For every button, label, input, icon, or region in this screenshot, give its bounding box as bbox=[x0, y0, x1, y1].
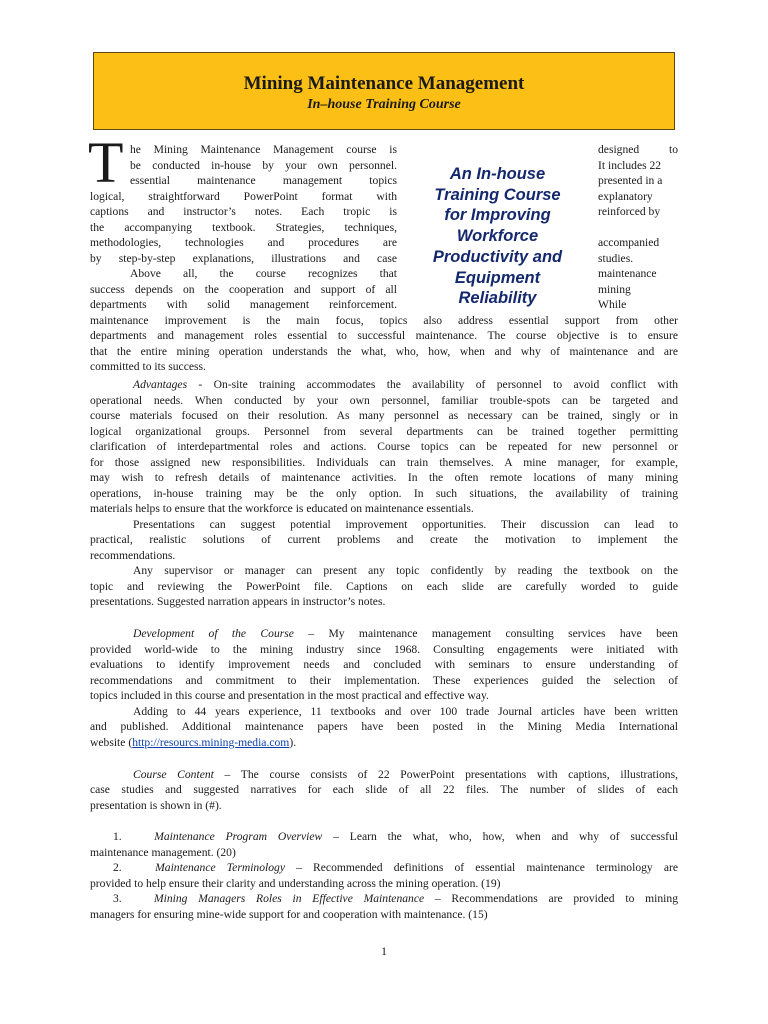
list-item-cont: maintenance management. (20) bbox=[90, 845, 236, 859]
right-col-line: accompanied bbox=[598, 236, 660, 249]
body-line: operational needs. When conducted by your own personnel, familiar trouble-spots can be targeted and bbox=[90, 393, 678, 407]
intro-line: logical, straightforward PowerPoint format with bbox=[90, 189, 397, 203]
right-col-line: It includes 22 bbox=[598, 158, 662, 172]
body-line: recommendations and commitment to their implementation. These experiences guided the selection of bbox=[90, 673, 678, 687]
body-line: provided world-wide to the mining industry since 1968. Consulting engagements were initiated with bbox=[90, 642, 678, 656]
intro-line: be conducted in-house by your own personnel. bbox=[130, 158, 397, 172]
page-number: 1 bbox=[381, 944, 387, 958]
right-col-line: explanatory bbox=[598, 189, 653, 203]
right-col-line: reinforced by bbox=[598, 205, 661, 218]
development-label: Development of the Course bbox=[133, 627, 294, 640]
intro-line: he Mining Maintenance Management course is bbox=[130, 143, 397, 156]
body-line: recommendations. bbox=[90, 548, 176, 562]
body-line: practical, realistic solutions of current problems and create the motivation to implement the bbox=[90, 533, 678, 546]
list-item-cont: provided to help ensure their clarity and understanding across the mining operation. (19) bbox=[90, 876, 501, 890]
callout-line: An In-house bbox=[449, 165, 546, 183]
list-item-cont: managers for ensuring mine-wide support for and cooperation with maintenance. (15) bbox=[90, 907, 488, 921]
callout-line: Reliability bbox=[458, 289, 537, 308]
list-item: 3. Mining Managers Roles in Effective Maintenance – Recommendations are provided to mining bbox=[113, 892, 678, 905]
intro-line: Above all, the course recognizes that bbox=[130, 267, 397, 280]
body-line: operations, in-house training may be the only option. In such situations, the availability of training bbox=[90, 486, 678, 500]
intro-line: methodologies, technologies and procedures are bbox=[90, 236, 397, 249]
body-line: for those assigned new responsibilities. Individuals can train themselves. A mine manager, for example, bbox=[90, 455, 678, 469]
body-line: logical organizational groups. Personnel from several departments can be trained together permitting bbox=[90, 424, 678, 438]
body-line: materials helps to ensure that the workforce is educated on maintenance essentials. bbox=[90, 502, 474, 515]
list-item-title: Maintenance Terminology bbox=[155, 861, 285, 874]
body-line: course materials focused on their resolution. As many personnel as necessary can be trained, singly or in bbox=[90, 409, 678, 422]
body-line: departments and management roles essential to successful maintenance. The course objective is to ensure bbox=[90, 329, 678, 342]
header-box bbox=[93, 52, 675, 130]
right-col-line: presented in a bbox=[598, 174, 663, 187]
body-line: Any supervisor or manager can present any topic confidently by reading the textbook on the bbox=[133, 564, 678, 577]
document-title: Mining Maintenance Management bbox=[243, 73, 525, 94]
drop-cap: T bbox=[88, 130, 124, 195]
body-line: may wish to refresh details of maintenance activities. In the often remote locations of many mining bbox=[90, 471, 678, 484]
intro-line: by step-by-step explanations, illustrations and case bbox=[90, 251, 397, 265]
right-col-line: While bbox=[598, 298, 627, 311]
list-item-title: Maintenance Program Overview bbox=[154, 830, 323, 843]
right-col-line: designed to bbox=[598, 143, 678, 156]
body-line: Adding to 44 years experience, 11 textbooks and over 100 trade Journal articles have been written bbox=[133, 704, 678, 718]
intro-line: departments with solid management reinforcement. bbox=[90, 298, 397, 311]
development-first-line: Development of the Course – My maintenance management consulting services have been bbox=[133, 627, 678, 640]
website-link[interactable]: http://resourcs.mining-media.com bbox=[132, 735, 290, 749]
callout-line: Workforce bbox=[456, 227, 539, 246]
callout-box bbox=[410, 164, 585, 309]
body-line: committed to its success. bbox=[90, 360, 206, 373]
intro-line: the accompanying textbook. Strategies, techniques, bbox=[90, 220, 397, 234]
body-line: topics included in this course and presentation in the most practical and effective way. bbox=[90, 689, 489, 702]
body-line: presentations. Suggested narration appears in instructor’s notes. bbox=[90, 595, 386, 608]
body-line: case studies and suggested narratives for each slide of all 22 files. The number of slides of each bbox=[90, 783, 678, 796]
callout-line: Training Course bbox=[434, 185, 561, 204]
callout-line: Productivity and bbox=[432, 247, 563, 266]
body-line: clarification of interdepartmental roles and actions. Course topics can be repeated for new personnel or bbox=[90, 440, 678, 453]
advantages-label: Advantages bbox=[133, 378, 188, 391]
body-line: presentation is shown in (#). bbox=[90, 798, 222, 812]
list-item: 1. Maintenance Program Overview – Learn the what, who, how, when and why of successful bbox=[113, 830, 678, 843]
document-subtitle: In–house Training Course bbox=[307, 97, 461, 112]
right-col-line: maintenance bbox=[598, 267, 657, 280]
list-item: 2. Maintenance Terminology – Recommended definitions of essential maintenance terminology are bbox=[113, 861, 678, 874]
content-first-line: Course Content – The course consists of 22 PowerPoint presentations with captions, illustrations, bbox=[133, 767, 679, 781]
body-line: maintenance improvement is the main focus, topics also address essential support from other bbox=[90, 313, 678, 327]
body-line: and published. Additional maintenance papers have been posted in the Mining Media International bbox=[90, 720, 678, 733]
body-line: Presentations can suggest potential improvement opportunities. Their discussion can lead to bbox=[133, 517, 678, 531]
right-col-line: mining bbox=[598, 282, 631, 296]
list-item-title: Mining Managers Roles in Effective Maintenance bbox=[153, 892, 425, 905]
advantages-first-line: Advantages - On-site training accommodates the availability of personnel to avoid conflict with bbox=[133, 378, 678, 391]
intro-line: captions and instructor’s notes. Each tropic is bbox=[90, 205, 397, 218]
website-line: website (http://resourcs.mining-media.com). bbox=[90, 735, 297, 749]
body-line: evaluations to identify improvement needs and concluded with seminars to ensure understanding of bbox=[90, 658, 678, 671]
callout-line: Equipment bbox=[454, 268, 541, 287]
body-line: that the entire mining operation understands the what, who, how, when and why of maintenance and are bbox=[90, 344, 678, 358]
right-col-line: studies. bbox=[598, 251, 634, 265]
content-label: Course Content bbox=[133, 767, 214, 781]
intro-line: success depends on the cooperation and support of all bbox=[90, 282, 397, 296]
body-line: topic and reviewing the PowerPoint file. Captions on each slide are carefully worded to guide bbox=[90, 579, 678, 593]
intro-line: essential maintenance management topics bbox=[130, 174, 397, 187]
callout-line: for Improving bbox=[444, 206, 551, 225]
